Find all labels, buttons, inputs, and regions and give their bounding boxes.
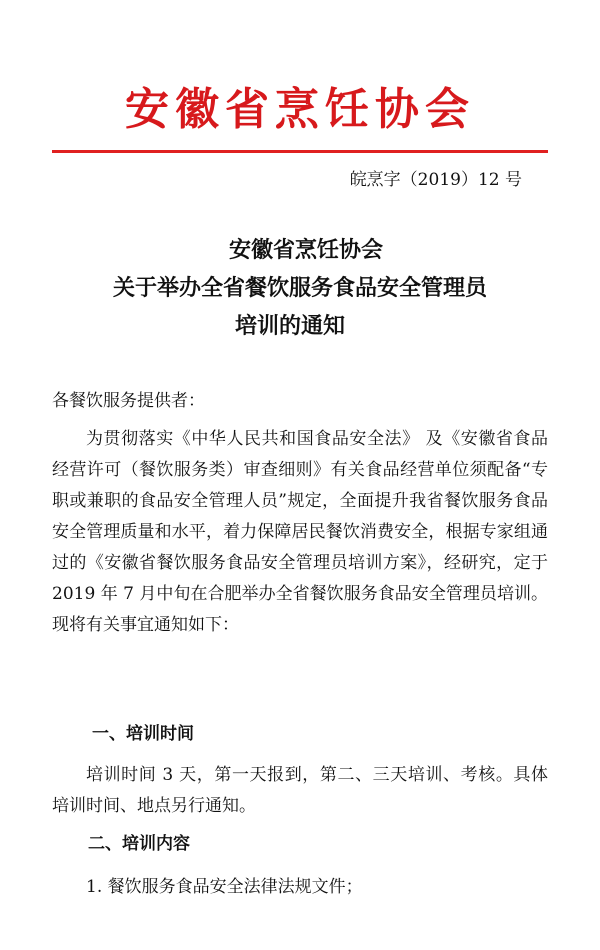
letterhead-red-rule — [52, 150, 548, 153]
notice-title-line-3: 培训的通知 — [234, 314, 345, 339]
section-1-paragraph: 培训时间 3 天，第一天报到，第二、三天培训、考核。具体培训时间、地点另行通知。 — [52, 765, 548, 816]
section-1-heading: 一、培训时间 — [92, 724, 194, 744]
document-number: 皖烹字（2019）12 号 — [349, 170, 522, 190]
salutation: 各餐饮服务提供者： — [52, 391, 205, 411]
letterhead-title: 安徽省烹饪协会 — [125, 84, 475, 135]
section-2-heading: 二、培训内容 — [88, 834, 190, 854]
notice-title-line-2: 关于举办全省餐饮服务食品安全管理员 — [112, 276, 487, 301]
section-2-item-1: 1. 餐饮服务食品安全法律法规文件； — [86, 877, 363, 897]
notice-title-line-1: 安徽省烹饪协会 — [228, 238, 383, 263]
intro-paragraph: 为贯彻落实《中华人民共和国食品安全法》 及《安徽省食品经营许可（餐饮服务类）审查细则》有关食品经营单位须配备“专职或兼职的食品安全管理人员”规定，全面提升我省餐饮服务食品安全管理质量和水平，着力保障居民餐饮消费安全，根据专家组通过的《安徽省餐饮服务食品安全管理员培训方案》，经研究，定于 2019 年 7 月中旬在合肥举办全省餐饮服务食品安全管理员培训。现将有关事宜通知如下： — [52, 429, 548, 635]
notice-title — [0, 232, 600, 346]
